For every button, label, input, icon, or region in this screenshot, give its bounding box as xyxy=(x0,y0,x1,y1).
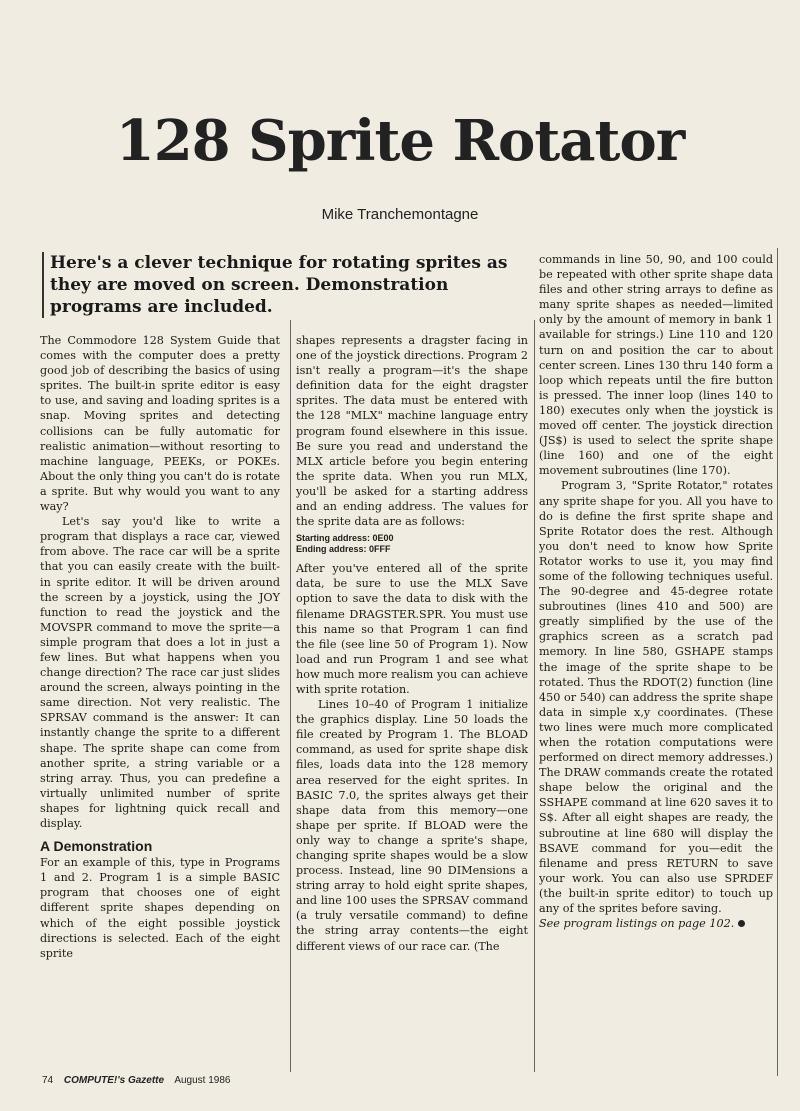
column-rule xyxy=(777,248,778,1076)
page-footer xyxy=(42,1075,238,1086)
column-2 xyxy=(296,333,528,954)
paragraph: Let's say you'd like to write a program that displays a race car, viewed from above. The race car will be a sprite that you can easily create with the built-in sprite editor. It will be driven around the screen by a joystick, using the JOY function to read the joystick and the MOVSPR command to move the sprite—a simple program that does a lot in just a few lines. But what happens when you change direction? The race car just slides around the screen, always pointing in the same direction. Not very realistic. The SPRSAV command is the answer: It can instantly change the sprite to a different shape. The sprite shape can come from another sprite, a string variable or a string array. Thus, you can predefine a virtually unlimited number of sprite shapes for lightning quick recall and display. xyxy=(40,515,280,830)
issue-date: August 1986 xyxy=(174,1075,231,1086)
end-mark-icon xyxy=(738,920,745,927)
paragraph: Program 3, "Sprite Rotator," rotates any sprite shape for you. All you have to do is define the first sprite shape and Sprite Rotator does the rest. Although you don't need to know how Sprite Rotator works to use it, you may find some of the following techniques useful. The 90-degree and 45-degree rotate subroutines (lines 410 and 500) are greatly simplified by the use of the graphics screen as a scratch pad memory. In line 580, GSHAPE stamps the image of the sprite shape to be rotated. Thus the RDOT(2) function (line 450 or 540) can address the sprite shape data in simple x,y coordinates. (These two lines were much more complicated when the rotation computations were performed on direct memory addresses.) The DRAW commands create the rotated shape below the original and the SSHAPE command at line 620 saves it to S$. After all eight shapes are ready, the subroutine at line 680 will display the BSAVE command for you—edit the filename and press RETURN to save your work. You can also use SPRDEF (the built-in sprite editor) to touch up any of the sprites before saving. xyxy=(539,479,773,916)
see-listing-note xyxy=(539,916,773,931)
article-byline: Mike Tranchemontagne xyxy=(321,206,479,223)
ending-address: Ending address: 0FFF xyxy=(296,544,391,555)
column-rule xyxy=(534,320,535,1072)
article-deck: Here's a clever technique for rotating sprites as they are moved on screen. Demonstration programs are included. xyxy=(42,252,540,318)
paragraph: shapes represents a dragster facing in one of the joystick directions. Program 2 isn't really a program—it's the shape definition data for the eight dragster sprites. The data must be entered with the 128 "MLX" machine language entry program found elsewhere in this issue. Be sure you read and understand the MLX article before you begin entering the sprite data. When you run MLX, you'll be asked for a starting address and an ending address. The values for the sprite data are as follows: xyxy=(296,334,528,529)
paragraph: Lines 10–40 of Program 1 initialize the graphics display. Line 50 loads the file created by Program 1. The BLOAD command, as used for sprite shape disk files, loads data into the 128 memory area reserved for the eight sprites. In BASIC 7.0, the sprites always get their shape data from this memory—one shape per sprite. If BLOAD were the only way to change a sprite's shape, changing sprite shapes would be a slow process. Instead, line 90 DIMensions a string array to hold eight sprite shapes, and line 100 uses the SPRSAV command (a truly versatile command) to define the string array contents—the eight different views of our race car. (The xyxy=(296,698,528,953)
paragraph: After you've entered all of the sprite data, be sure to use the MLX Save option to save the data to disk with the filename DRAGSTER.SPR. You must use this name so that Program 1 can find the file (see line 50 of Program 1). Now load and run Program 1 and see what how much more realism you can achieve with sprite rotation. xyxy=(296,562,528,696)
subheading: A Demonstration xyxy=(40,838,153,855)
paragraph: commands in line 50, 90, and 100 could be repeated with other sprite shape data files and other string arrays to define as many sprite shapes as needed—limited only by the amount of memory in bank 1 available for strings.) Line 110 and 120 turn on and position the car to about center screen. Lines 130 thru 140 form a loop which repeats until the fire button is pressed. The inner loop (lines 140 to 180) executes only when the joystick is moved off center. The joystick direction (JS$) is used to select the sprite shape (line 160) and one of the eight movement subroutines (line 170). xyxy=(539,253,773,478)
paragraph: For an example of this, type in Programs 1 and 2. Program 1 is a simple BASIC program that chooses one of eight different sprite shapes depending on which of the eight possible joystick directions is selected. Each of the eight sprite xyxy=(40,856,280,960)
article-title: 128 Sprite Rotator xyxy=(115,108,685,174)
starting-address: Starting address: 0E00 xyxy=(296,533,394,544)
column-3 xyxy=(539,252,773,931)
magazine-name: COMPUTE!'s Gazette xyxy=(63,1075,165,1086)
column-rule xyxy=(290,320,291,1072)
paragraph: The Commodore 128 System Guide that comes with the computer does a pretty good job of describing the basics of using sprites. The built-in sprite editor is easy to use, and saving and loading sprites is a snap. Moving sprites and detecting collisions can be fully automatic for realistic animation—without resorting to machine language, PEEKs, or POKEs. About the only thing you can't do is rotate a sprite. But why would you want to any way? xyxy=(40,334,280,514)
column-1 xyxy=(40,333,280,961)
address-block xyxy=(296,533,528,555)
see-listing-text: See program listings on page 102. xyxy=(539,917,735,931)
page-number: 74 xyxy=(42,1075,54,1086)
